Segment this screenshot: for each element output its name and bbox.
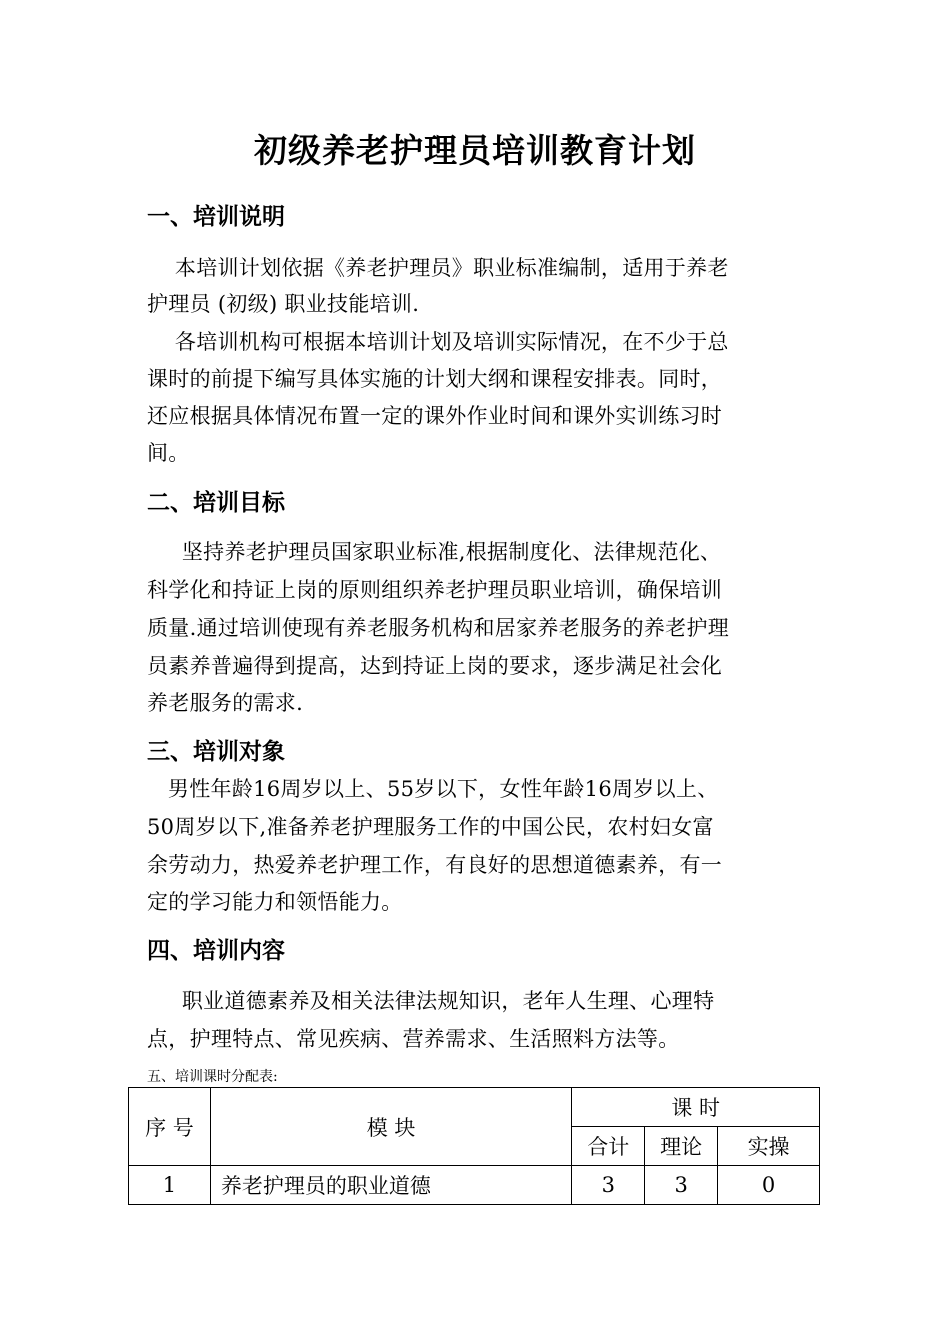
header-total: 合计: [572, 1127, 645, 1166]
table-caption: 五、培训课时分配表:: [147, 1069, 278, 1085]
paragraph-line: 间。: [147, 441, 190, 465]
paragraph-line: 各培训机构可根据本培训计划及培训实际情况，在不少于总: [147, 330, 729, 354]
paragraph-line: 养老服务的需求.: [147, 691, 304, 715]
paragraph-line: 点，护理特点、常见疾病、营养需求、生活照料方法等。: [147, 1027, 680, 1051]
header-module: 模 块: [210, 1088, 571, 1166]
paragraph-line: 职业道德素养及相关法律法规知识，老年人生理、心理特: [147, 989, 715, 1013]
header-seq: 序 号: [129, 1088, 211, 1166]
section-heading: 二、培训目标: [147, 490, 285, 516]
paragraph-line: 员素养普遍得到提高，达到持证上岗的要求，逐步满足社会化: [147, 654, 723, 678]
hours-table: [128, 1087, 820, 1205]
paragraph-line: 科学化和持证上岗的原则组织养老护理员职业培训，确保培训: [147, 578, 723, 602]
row-module: 养老护理员的职业道德: [210, 1166, 571, 1205]
header-hours: 课 时: [572, 1088, 820, 1127]
paragraph-line: 课时的前提下编写具体实施的计划大纲和课程安排表。同时，: [147, 367, 723, 391]
header-practice: 实操: [718, 1127, 820, 1166]
paragraph-line: 护理员 (初级) 职业技能培训.: [147, 292, 420, 316]
paragraph-line: 坚持养老护理员国家职业标准,根据制度化、法律规范化、: [147, 540, 722, 564]
row-seq: 1: [129, 1166, 211, 1205]
row-practice: 0: [718, 1166, 820, 1205]
section-heading: 四、培训内容: [147, 938, 285, 964]
paragraph-line: 男性年龄16周岁以上、55岁以下，女性年龄16周岁以上、: [147, 777, 719, 801]
section-heading: 三、培训对象: [147, 739, 285, 765]
paragraph-line: 50周岁以下,准备养老护理服务工作的中国公民，农村妇女富: [147, 815, 714, 839]
header-theory: 理论: [645, 1127, 718, 1166]
table-row: [129, 1166, 820, 1205]
paragraph-line: 余劳动力，热爱养老护理工作，有良好的思想道德素养，有一: [147, 853, 723, 877]
paragraph-line: 本培训计划依据《养老护理员》职业标准编制，适用于养老: [147, 256, 729, 280]
section-heading: 一、培训说明: [147, 204, 285, 230]
paragraph-line: 定的学习能力和领悟能力。: [147, 890, 403, 914]
page-title: 初级养老护理员培训教育计划: [254, 131, 696, 170]
table-header-row: [129, 1088, 820, 1127]
row-theory: 3: [645, 1166, 718, 1205]
paragraph-line: 还应根据具体情况布置一定的课外作业时间和课外实训练习时: [147, 404, 723, 428]
row-total: 3: [572, 1166, 645, 1205]
paragraph-line: 质量.通过培训使现有养老服务机构和居家养老服务的养老护理: [147, 616, 730, 640]
